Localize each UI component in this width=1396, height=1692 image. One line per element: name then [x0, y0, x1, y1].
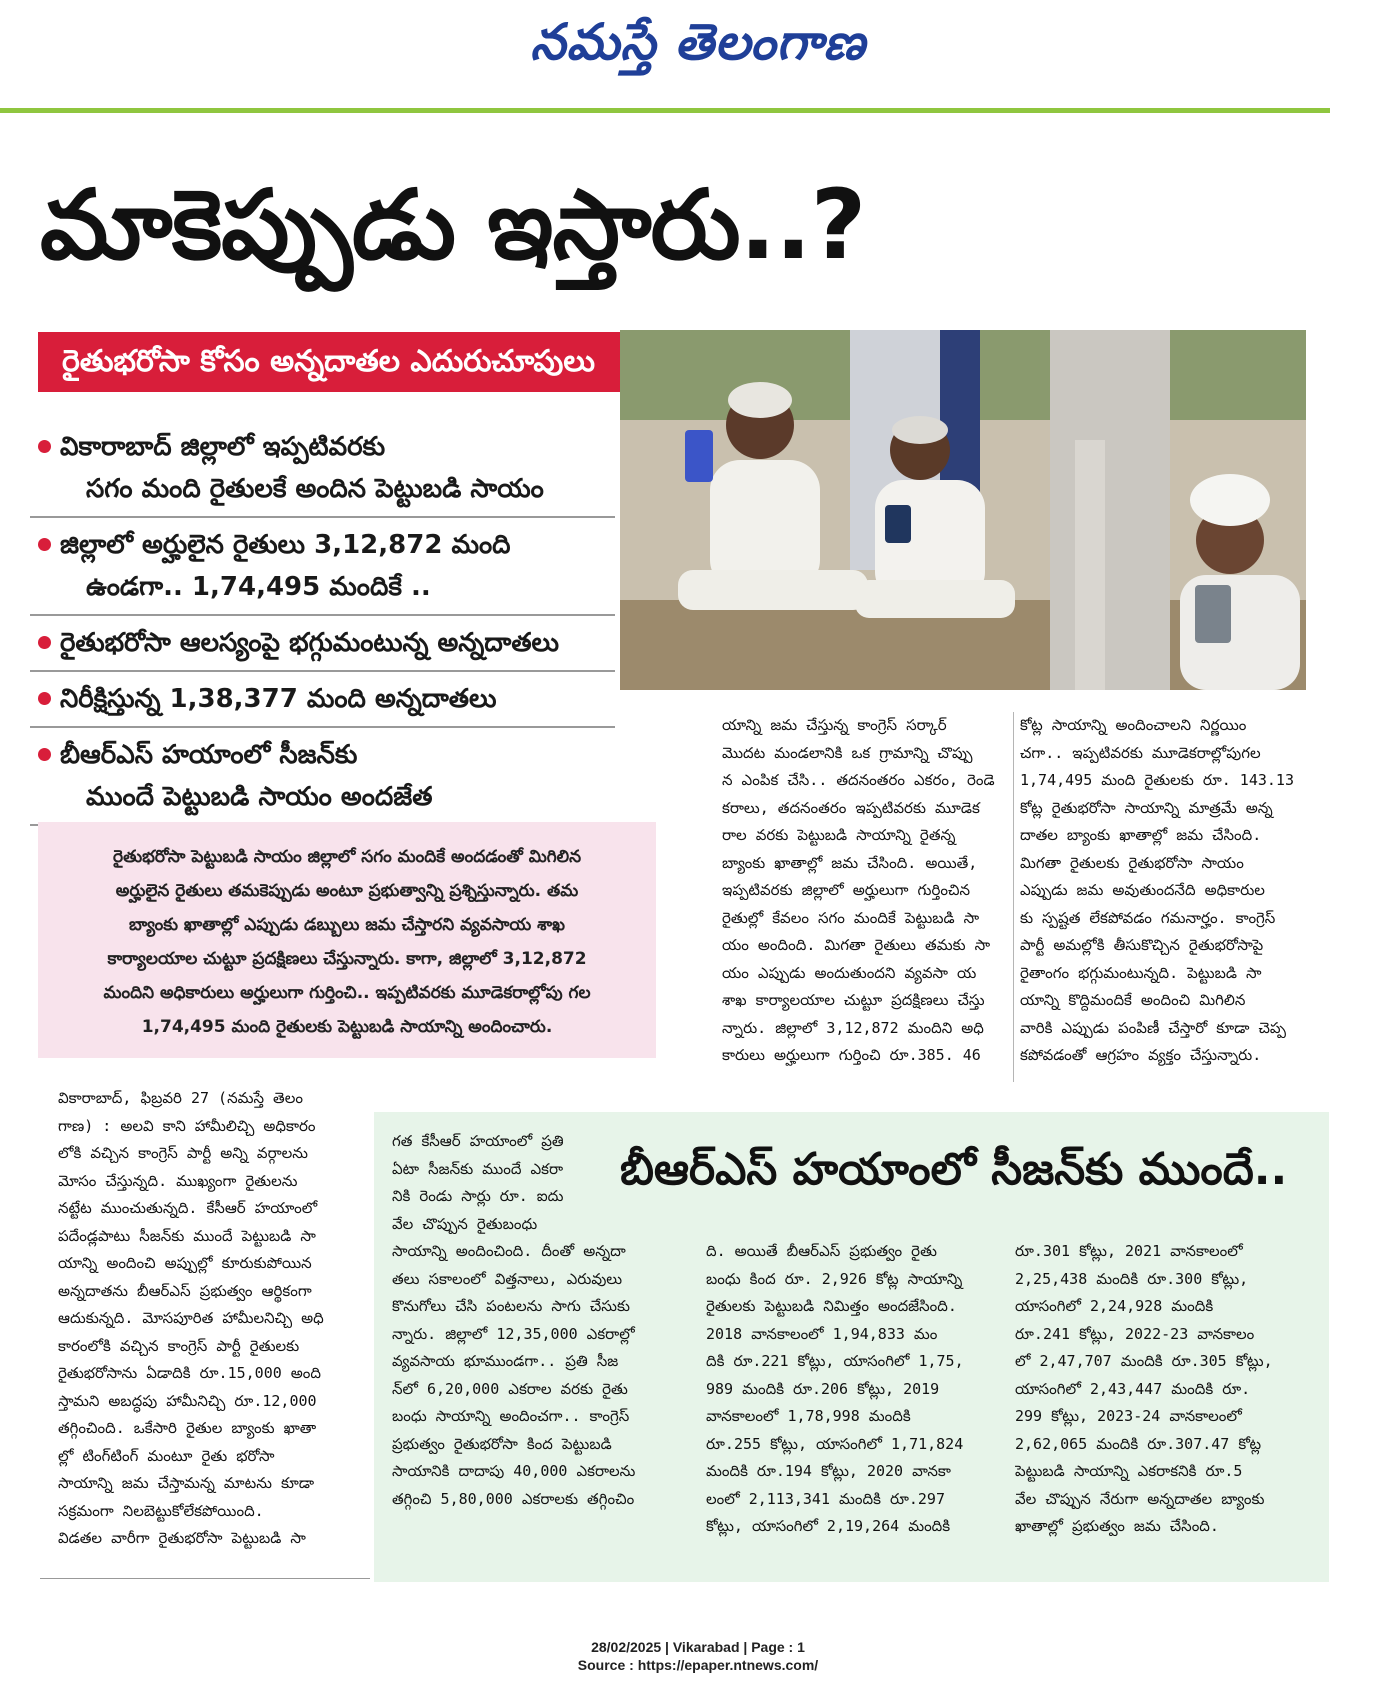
article-line: మోసం చేస్తున్నది. ముఖ్యంగా రైతులను [58, 1171, 298, 1190]
article-line: వికారాబాద్, ఫిబ్రవరి 27 (నమస్తే తెలం [58, 1089, 303, 1107]
article-line: కోట్ల రైతుభరోసా సాయాన్ని మాత్రమే అన్న [1020, 798, 1273, 817]
article-line: రాల వరకు పెట్టుబడి సాయాన్ని రైతన్న [722, 826, 956, 844]
summary-line: కార్యాలయాల చుట్టూ ప్రదక్షిణలు చేస్తున్నారు. కాగా, జిల్లాలో 3,12,872 [107, 949, 587, 969]
summary-line: మందిని అధికారులు అర్హులుగా గుర్తించి.. ఇప్పటివరకు మూడెకరాల్లోపు గల [103, 983, 591, 1003]
bullet-text: బీఆర్ఎస్ హయాంలో సీజన్‌కు [60, 740, 358, 770]
sidebar-headline: బీఆర్ఎస్ హయాంలో సీజన్‌కు ముందే.. [620, 1144, 1288, 1195]
article-line: సాయాన్ని అందించింది. దీంతో అన్నదా [392, 1242, 626, 1260]
article-line: దాతల బ్యాంకు ఖాతాల్లో జమ చేసింది. [1020, 826, 1262, 844]
article-line: పదేండ్లపాటు సీజన్‌కు ముందే పెట్టుబడి సా [58, 1226, 316, 1245]
article-line: రూ.255 కోట్లు, యాసంగిలో 1,71,824 [706, 1434, 964, 1453]
article-line: యం అందింది. మిగతా రైతులు తమకు సా [722, 936, 991, 954]
article-line: ఇప్పటివరకు జిల్లాలో అర్హులుగా గుర్తించిన [722, 881, 970, 899]
article-line: సాయానికి దాదాపు 40,000 ఎకరాలను [392, 1462, 636, 1480]
article-line: యాన్ని జమ చేస్తున్న కాంగ్రెస్ సర్కార్ [722, 716, 947, 734]
article-line: బ్యాంకు ఖాతాల్లో జమ చేసింది. అయితే, [722, 853, 978, 872]
article-line: ల్లో టింగ్‌టింగ్ మంటూ రైతు భరోసా [58, 1446, 275, 1465]
article-line: న్నారు. జిల్లాలో 12,35,000 ఎకరాల్లో [392, 1324, 635, 1343]
article-line: ఖాతాల్లో ప్రభుత్వం జమ చేసింది. [1015, 1517, 1219, 1535]
bullet-icon [38, 538, 51, 551]
article-column-3 [58, 1085, 358, 1553]
bullet-icon [38, 440, 51, 453]
article-line: యం ఎప్పుడు అందుతుందని వ్యవసా య [722, 963, 977, 982]
article-line: మొదట మండలానికి ఒక గ్రామాన్ని చొప్పు [722, 743, 973, 762]
article-line: తగ్గించి 5,80,000 ఎకరాలకు తగ్గించిం [392, 1489, 635, 1508]
newspaper-logo: నమస్తే తెలంగాణ [530, 12, 866, 71]
article-line: కు స్పష్టత లేకపోవడం గమనార్హం. కాంగ్రెస్ [1020, 908, 1276, 927]
article-line: 2,25,438 మందికి రూ.300 కోట్లు, [1015, 1269, 1249, 1288]
article-line: కోట్లు, యాసంగిలో 2,19,264 మందికి [706, 1517, 951, 1535]
summary-line: 1,74,495 మంది రైతులకు పెట్టుబడి సాయాన్ని అందించారు. [141, 1017, 553, 1037]
article-line: వేల చొప్పున రైతుబంధు [392, 1214, 538, 1233]
article-line: గత కేసీఆర్ హయాంలో ప్రతి [392, 1132, 564, 1150]
article-line: బంధు సాయాన్ని అందించగా.. కాంగ్రెస్ [392, 1407, 630, 1425]
article-line: యాన్ని అందించి అప్పుల్లో కూరుకుపోయిన [58, 1254, 312, 1272]
article-line: రైతుభరోసాను ఏడాదికి రూ.15,000 అంది [58, 1364, 321, 1382]
article-line: కారులు అర్హులుగా గుర్తించి రూ.385. 46 [722, 1046, 981, 1064]
article-line: రైతుల్లో కేవలం సగం మందికే పెట్టుబడి సా [722, 908, 980, 927]
summary-line: రైతుభరోసా పెట్టుబడి సాయం జిల్లాలో సగం మందికే అందడంతో మిగిలిన [112, 847, 582, 867]
article-line: 989 మందికి రూ.206 కోట్లు, 2019 [706, 1379, 940, 1398]
article-line: పార్టీ అమల్లోకి తీసుకొచ్చిన రైతుభరోసాపై [1020, 936, 1264, 954]
article-line: కరాలు, తదనంతరం ఇప్పటివరకు మూడెక [722, 798, 980, 817]
bullet-item [30, 672, 615, 728]
article-line: 299 కోట్లు, 2023-24 వానకాలంలో [1015, 1407, 1242, 1425]
article-line: వారికి ఎప్పుడు పంపిణీ చేస్తారో కూడా చెప్ప [1020, 1018, 1286, 1037]
article-line: బంధు కింద రూ. 2,926 కోట్ల సాయాన్ని [706, 1269, 963, 1288]
article-column-2 [1020, 712, 1315, 1070]
sidebar-column-3 [1015, 1238, 1310, 1541]
bullet-text: జిల్లాలో అర్హులైన రైతులు 3,12,872 మంది [60, 530, 511, 560]
article-line: ఎప్పుడు జమ అవుతుందనేది అధికారుల [1020, 881, 1265, 899]
article-line: ప్రభుత్వం రైతుభరోసా కింద పెట్టుబడి [392, 1434, 612, 1453]
masthead [0, 0, 1396, 112]
article-line: రూ.241 కోట్లు, 2022-23 వానకాలం [1015, 1324, 1255, 1343]
article-line: నికి రెండు సార్లు రూ. ఐదు [392, 1187, 564, 1205]
article-line: కోట్ల సాయాన్ని అందించాలని నిర్ణయిం [1020, 716, 1247, 734]
article-line: లోకి వచ్చిన కాంగ్రెస్ పార్టీ అన్ని వర్గాలను [58, 1144, 308, 1162]
article-line: 2,62,065 మందికి రూ.307.47 కోట్ల [1015, 1434, 1262, 1453]
masthead-rule [0, 108, 1330, 113]
bullet-item [30, 728, 615, 826]
sidebar-column-2 [706, 1238, 1006, 1541]
bullet-text: ముందే పెట్టుబడి సాయం అందజేత [86, 782, 433, 812]
article-line: లంలో 2,113,341 మందికి రూ.297 [706, 1489, 945, 1508]
article-line: మిగతా రైతులకు రైతుభరోసా సాయం [1020, 853, 1244, 872]
article-line: 1,74,495 మంది రైతులకు రూ. 143.13 [1020, 771, 1294, 789]
article-line: వానకాలంలో 1,78,998 మందికి [706, 1407, 911, 1425]
bullet-text: వికారాబాద్ జిల్లాలో ఇప్పటివరకు [60, 432, 386, 462]
article-line: కపోవడంతో ఆగ్రహం వ్యక్తం చేస్తున్నారు. [1020, 1046, 1262, 1064]
article-column-1 [722, 712, 1022, 1070]
article-line: న్నారు. జిల్లాలో 3,12,872 మందిని అధి [722, 1018, 984, 1037]
article-line: న్‌లో 6,20,000 ఎకరాల వరకు రైతు [392, 1379, 628, 1398]
article-line: రైతాంగం భగ్గుమంటున్నది. పెట్టుబడి సా [1020, 963, 1262, 982]
kicker-banner: రైతుభరోసా కోసం అన్నదాతల ఎదురుచూపులు [38, 332, 732, 392]
article-line: శాఖ కార్యాలయాల చుట్టూ ప్రదక్షిణలు చేస్తు [722, 991, 985, 1009]
bullet-text: సగం మంది రైతులకే అందిన పెట్టుబడి సాయం [86, 474, 544, 504]
bullet-text: ఉండగా.. 1,74,495 మందికే .. [86, 572, 431, 602]
article-line: ది. అయితే బీఆర్ఎస్ ప్రభుత్వం రైతు [706, 1242, 937, 1260]
article-line: వ్యవసాయ భూముండగా.. ప్రతి సీజ [392, 1352, 619, 1370]
page-footer [0, 1638, 1396, 1674]
highlight-bullets [30, 420, 615, 826]
footer-date-page: 28/02/2025 | Vikarabad | Page : 1 [591, 1639, 805, 1655]
article-line: తలు సకాలంలో విత్తనాలు, ఎరువులు [392, 1269, 623, 1288]
article-line: రైతులకు పెట్టుబడి నిమిత్తం అందజేసింది. [706, 1297, 957, 1315]
article-line: మందికి రూ.194 కోట్లు, 2020 వానకా [706, 1462, 951, 1480]
article-line: నట్టేట ముంచుతున్నది. కేసీఆర్ హయాంలో [58, 1199, 318, 1217]
article-line: సక్రమంగా నిలబెట్టుకోలేకపోయింది. [58, 1501, 264, 1520]
article-line: లో 2,47,707 మందికి రూ.305 కోట్లు, [1015, 1352, 1273, 1370]
column-rule [40, 1578, 370, 1579]
article-line: స్తామని అబద్ధపు హామీనిచ్చి రూ.12,000 [58, 1391, 317, 1410]
summary-box [38, 822, 656, 1058]
article-line: విడతల వారీగా రైతుభరోసా పెట్టుబడి సా [58, 1529, 306, 1547]
bullet-text: రైతుభరోసా ఆలస్యంపై భగ్గుమంటున్న అన్నదాతలు [60, 628, 559, 658]
article-line: ఏటా సీజన్‌కు ముందే ఎకరా [392, 1159, 564, 1178]
article-line: యాసంగిలో 2,43,447 మందికి రూ. [1015, 1379, 1251, 1398]
article-line: సాయాన్ని జమ చేస్తామన్న మాటను కూడా [58, 1474, 315, 1492]
article-line: గాణ) : అలవి కాని హామీలిచ్చి అధికారం [58, 1116, 316, 1135]
farmers-photo [620, 330, 1306, 690]
bullet-item [30, 420, 615, 518]
bullet-text: నిరీక్షిస్తున్న 1,38,377 మంది అన్నదాతలు [60, 684, 497, 714]
article-line: వేల చొప్పున నేరుగా అన్నదాతల బ్యాంకు [1015, 1489, 1265, 1508]
headline: మాకెప్పుడు ఇస్తారు..? [40, 169, 866, 281]
sidebar-column-1 [392, 1128, 692, 1513]
bullet-icon [38, 692, 51, 705]
article-line: న ఎంపిక చేసి.. తదనంతరం ఎకరం, రెండె [722, 771, 995, 789]
article-line: చగా.. ఇప్పటివరకు మూడెకరాల్లోపుగల [1020, 743, 1261, 762]
bullet-icon [38, 748, 51, 761]
footer-source: Source : https://epaper.ntnews.com/ [577, 1657, 819, 1673]
article-line: దికి రూ.221 కోట్లు, యాసంగిలో 1,75, [706, 1352, 964, 1370]
bullet-item [30, 616, 615, 672]
article-line: కారంలోకి వచ్చిన కాంగ్రెస్ పార్టీ రైతులకు [58, 1336, 300, 1355]
bullet-icon [38, 636, 51, 649]
article-line: అన్నదాతను బీఆర్ఎస్ ప్రభుత్వం ఆర్థికంగా [58, 1281, 312, 1300]
article-line: పెట్టుబడి సాయాన్ని ఎకరాకనికి రూ.5 [1015, 1462, 1243, 1480]
article-line: యాన్ని కొద్దిమందికే అందించి మిగిలిన [1020, 991, 1246, 1009]
article-line: కొనుగోలు చేసి పంటలను సాగు చేసుకు [392, 1297, 630, 1315]
article-line: ఆదుకున్నది. మోసపూరిత హామీలనిచ్చి అధి [58, 1309, 324, 1327]
article-line: తగ్గించింది. ఒకేసారి రైతుల బ్యాంకు ఖాతా [58, 1419, 317, 1437]
bullet-item [30, 518, 615, 616]
summary-line: బ్యాంకు ఖాతాల్లో ఎప్పుడు డబ్బులు జమ చేస్తారని వ్యవసాయ శాఖ [129, 915, 565, 935]
article-line: 2018 వానకాలంలో 1,94,833 మం [706, 1324, 938, 1343]
article-line: రూ.301 కోట్లు, 2021 వానకాలంలో [1015, 1242, 1243, 1260]
column-divider [1013, 712, 1014, 1082]
summary-line: అర్హులైన రైతులు తమకెప్పుడు అంటూ ప్రభుత్వాన్ని ప్రశ్నిస్తున్నారు. తమ [115, 881, 579, 901]
article-line: యాసంగిలో 2,24,928 మందికి [1015, 1297, 1214, 1315]
